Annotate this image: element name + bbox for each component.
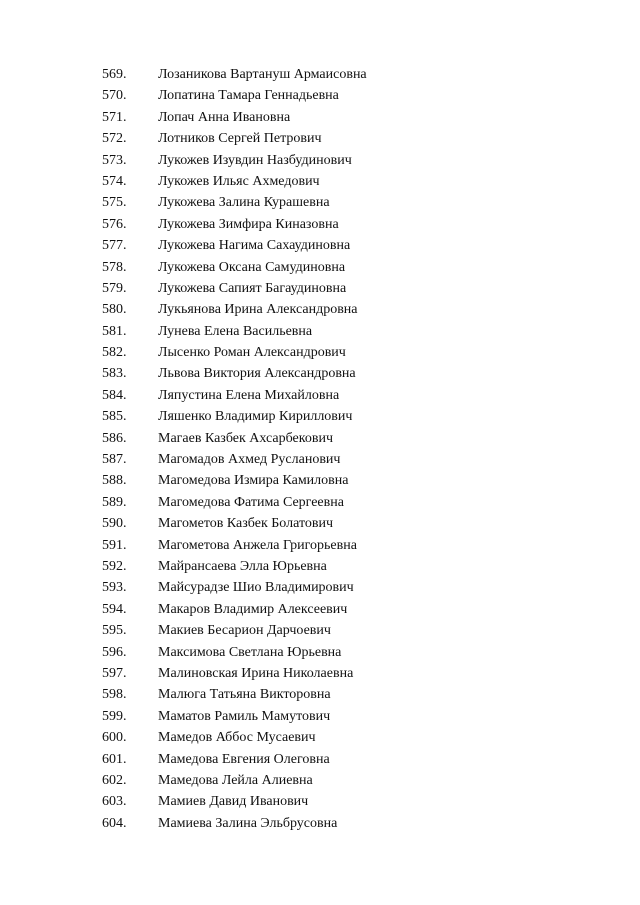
entry-name: Лукьянова Ирина Александровна <box>158 302 358 318</box>
list-item <box>102 406 367 427</box>
list-item <box>102 663 367 684</box>
entry-name: Майсурадзе Шио Владимирович <box>158 580 354 596</box>
entry-number: 576. <box>102 216 127 232</box>
entry-number: 577. <box>102 238 127 254</box>
list-item <box>102 64 367 85</box>
list-item <box>102 235 367 256</box>
list-item <box>102 449 367 470</box>
entry-number: 592. <box>102 558 127 574</box>
list-item <box>102 706 367 727</box>
entry-number: 599. <box>102 708 127 724</box>
entry-name: Магаев Казбек Ахсарбекович <box>158 430 333 446</box>
entry-number: 572. <box>102 131 127 147</box>
list-item <box>102 299 367 320</box>
entry-name: Мамиев Давид Иванович <box>158 794 309 810</box>
list-item <box>102 385 367 406</box>
entry-number: 588. <box>102 473 127 489</box>
list-item <box>102 492 367 513</box>
entry-number: 574. <box>102 173 127 189</box>
entry-number: 603. <box>102 794 127 810</box>
entry-name: Лунева Елена Васильевна <box>158 323 313 339</box>
list-item <box>102 577 367 598</box>
entry-number: 589. <box>102 494 127 510</box>
list-item <box>102 85 367 106</box>
entry-name: Лукожев Ильяс Ахмедович <box>158 173 320 189</box>
list-item <box>102 257 367 278</box>
list-item <box>102 363 367 384</box>
list-item <box>102 791 367 812</box>
entry-name: Максимова Светлана Юрьевна <box>158 644 342 660</box>
list-item <box>102 321 367 342</box>
entry-number: 597. <box>102 665 127 681</box>
list-item <box>102 107 367 128</box>
entry-number: 586. <box>102 430 127 446</box>
entry-name: Маматов Рамиль Мамутович <box>158 708 331 724</box>
entry-name: Магомедова Фатима Сергеевна <box>158 494 344 510</box>
entry-number: 604. <box>102 815 127 831</box>
list-item <box>102 813 367 834</box>
entry-number: 590. <box>102 516 127 532</box>
list-item <box>102 192 367 213</box>
entry-number: 602. <box>102 772 127 788</box>
list-item <box>102 278 367 299</box>
entry-name: Ляшенко Владимир Кириллович <box>158 409 353 425</box>
entry-name: Магомадов Ахмед Русланович <box>158 452 341 468</box>
entry-number: 580. <box>102 302 127 318</box>
list-item <box>102 535 367 556</box>
list-item <box>102 150 367 171</box>
entry-number: 581. <box>102 323 127 339</box>
entry-number: 587. <box>102 452 127 468</box>
list-item <box>102 171 367 192</box>
entry-name: Лозаникова Вартануш Армаисовна <box>158 67 367 82</box>
list-item <box>102 428 367 449</box>
entry-name: Львова Виктория Александровна <box>158 366 356 382</box>
entry-number: 601. <box>102 751 127 767</box>
list-item <box>102 642 367 663</box>
list-item <box>102 342 367 363</box>
entry-number: 594. <box>102 601 127 617</box>
entry-name: Магометова Анжела Григорьевна <box>158 537 357 553</box>
entry-number: 573. <box>102 152 127 168</box>
entry-name: Ляпустина Елена Михайловна <box>158 387 340 403</box>
entry-number: 575. <box>102 195 127 211</box>
entry-name: Лопатина Тамара Геннадьевна <box>158 88 339 104</box>
entry-number: 591. <box>102 537 127 553</box>
entry-name: Макиев Бесарион Дарчоевич <box>158 623 331 639</box>
list-item <box>102 684 367 705</box>
list-item <box>102 727 367 748</box>
entry-name: Магомедова Измира Камиловна <box>158 473 349 489</box>
list-item <box>102 749 367 770</box>
entry-name: Лукожева Залина Курашевна <box>158 195 330 211</box>
entry-name: Лукожев Изувдин Назбудинович <box>158 152 352 168</box>
entry-number: 570. <box>102 88 127 104</box>
entry-name: Малюга Татьяна Викторовна <box>158 687 331 703</box>
entry-name: Лукожева Сапият Багаудиновна <box>158 280 347 296</box>
list-item <box>102 513 367 534</box>
entry-name: Майрансаева Элла Юрьевна <box>158 558 327 574</box>
list-item <box>102 770 367 791</box>
entry-number: 600. <box>102 730 127 746</box>
entry-name: Лысенко Роман Александрович <box>158 345 346 361</box>
list-item <box>102 214 367 235</box>
entry-name: Мамедова Лейла Алиевна <box>158 772 313 788</box>
entry-name: Лопач Анна Ивановна <box>158 109 291 125</box>
entry-name: Макаров Владимир Алексеевич <box>158 601 348 617</box>
entry-name: Лукожева Зимфира Киназовна <box>158 216 339 232</box>
entry-name: Лотников Сергей Петрович <box>158 131 322 147</box>
entry-name: Лукожева Оксана Самудиновна <box>158 259 346 275</box>
entry-number: 585. <box>102 409 127 425</box>
entry-number: 598. <box>102 687 127 703</box>
list-item <box>102 128 367 149</box>
entry-number: 596. <box>102 644 127 660</box>
entry-name: Малиновская Ирина Николаевна <box>158 665 354 681</box>
entry-number: 569. <box>102 67 127 82</box>
entry-number: 584. <box>102 387 127 403</box>
entry-name: Мамедов Аббос Мусаевич <box>158 730 316 746</box>
entry-number: 582. <box>102 345 127 361</box>
entry-number: 571. <box>102 109 127 125</box>
entry-name: Мамедова Евгения Олеговна <box>158 751 330 767</box>
entry-name: Лукожева Нагима Сахаудиновна <box>158 238 351 254</box>
list-item <box>102 620 367 641</box>
list-item <box>102 470 367 491</box>
entry-number: 579. <box>102 280 127 296</box>
entry-name: Мамиева Залина Эльбрусовна <box>158 815 338 831</box>
entry-number: 593. <box>102 580 127 596</box>
name-list <box>102 64 367 834</box>
entry-name: Магометов Казбек Болатович <box>158 516 334 532</box>
entry-number: 578. <box>102 259 127 275</box>
entry-number: 583. <box>102 366 127 382</box>
list-item <box>102 556 367 577</box>
entry-number: 595. <box>102 623 127 639</box>
list-item <box>102 599 367 620</box>
